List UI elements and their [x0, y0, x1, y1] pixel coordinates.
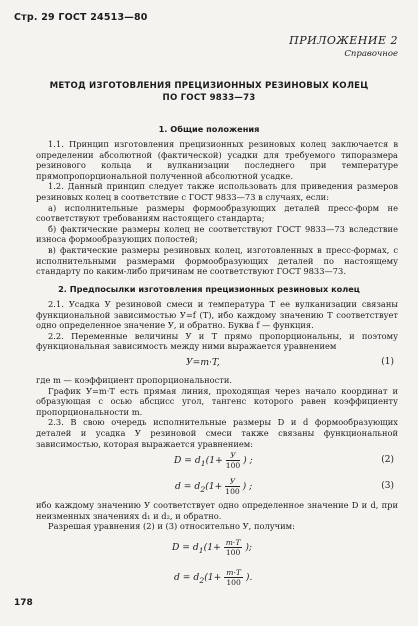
appendix-subtitle: Справочное [344, 49, 398, 59]
paragraph-1-2c: в) фактические размеры резиновых колец, изготовленных в пресс-формах, с исполнительными размерами формообразующих деталей по настоящему стандарту по каким-либо причинам не соответствуют ГОСТ 9833—73. [36, 244, 398, 277]
section-2-body-b [36, 375, 398, 449]
equation-1-number: (1) [381, 357, 394, 367]
paragraph-1-1: 1.1. Принцип изготовления прецизионных резиновых колец заключается в определении абсолютной (фактической) усадки для требуемого типоразмера резинового кольца и вулканизации последнего при температуре прямопропорциональной полученной абсолютной усадке. [36, 139, 398, 181]
paragraph-2-3: 2.3. В свою очередь исполнительные размеры D и d формообразующих деталей и усадка У резиновой смеси также связаны функциональной зависимостью, которая выражается уравнением: [36, 417, 398, 449]
equation-2: $D = d_1(1+$ $\frac{У}{100}$ ) ; [174, 451, 253, 470]
equation-3: $d = d_2(1+$ $\frac{У}{100}$ ) ; [175, 477, 253, 496]
page-header: Стр. 29 ГОСТ 24513—80 [14, 12, 148, 23]
paragraph-1-2a: а) исполнительные размеры формообразующих деталей пресс-форм не соответствуют требованиям настоящего стандарта; [36, 202, 398, 224]
paragraph-1-2: 1.2. Данный принцип следует также использовать для приведения размеров резиновых колец в соответствие с ГОСТ 9833—73 в случаях, если: [36, 181, 398, 202]
paragraph-2-3-note: ибо каждому значению У соответствует одно определенное значение D и d, при неизменных значениях d₁ и d₂, и обратно. [36, 500, 398, 521]
paragraph-2-2-graph: График У=m·Т есть прямая линия, проходящая через начало координат и образующая с осью абсцисс угол, тангенс которого равен коэффициенту пропорциональности m. [36, 385, 398, 417]
equation-4: $D = d_1(1+$ $\frac{m\cdot T}{100}$ ); [172, 538, 253, 557]
paragraph-2-2-note: где m — коэффициент пропорциональности. [36, 375, 233, 385]
paragraph-1-2b: б) фактические размеры колец не соответствуют ГОСТ 9833—73 вследствие износа формообразующих полостей; [36, 223, 398, 245]
equation-3-number: (3) [381, 481, 394, 491]
title-line-2: ПО ГОСТ 9833—73 [162, 93, 256, 103]
section-2-body-a [36, 299, 398, 352]
document-title [0, 80, 418, 104]
paragraph-2-2: 2.2. Переменные величины У и Т прямо пропорциональны, и поэтому функциональная зависимость между ними выражается уравнением [36, 330, 398, 352]
appendix-title: ПРИЛОЖЕНИЕ 2 [289, 34, 398, 47]
equation-2-number: (2) [381, 455, 394, 465]
section-2-body-c [36, 500, 398, 532]
section-1-body [36, 139, 398, 277]
paragraph-2-1: 2.1. Усадка У резиновой смеси и температура Т ее вулканизации связаны функциональной зависимостью У=f (Т), ибо каждому значению Т соответствует одно определенное значение У, и обратно. Буква f — функция. [36, 299, 398, 331]
equation-5: $d = d_2(1+$ $\frac{m\cdot T}{100}$ ). [174, 568, 253, 587]
equation-1: У=m·T, [186, 357, 220, 368]
page-number: 178 [14, 598, 33, 608]
section-1-heading: 1. Общие положения [158, 124, 260, 134]
paragraph-2-3-solve: Разрешая уравнения (2) и (3) относительно У, получим: [48, 521, 295, 532]
title-line-1: МЕТОД ИЗГОТОВЛЕНИЯ ПРЕЦИЗИОННЫХ РЕЗИНОВЫХ КОЛЕЦ [49, 81, 369, 91]
appendix-label [289, 34, 398, 59]
section-2-heading: 2. Предпосылки изготовления прецизионных резиновых колец [58, 284, 360, 294]
